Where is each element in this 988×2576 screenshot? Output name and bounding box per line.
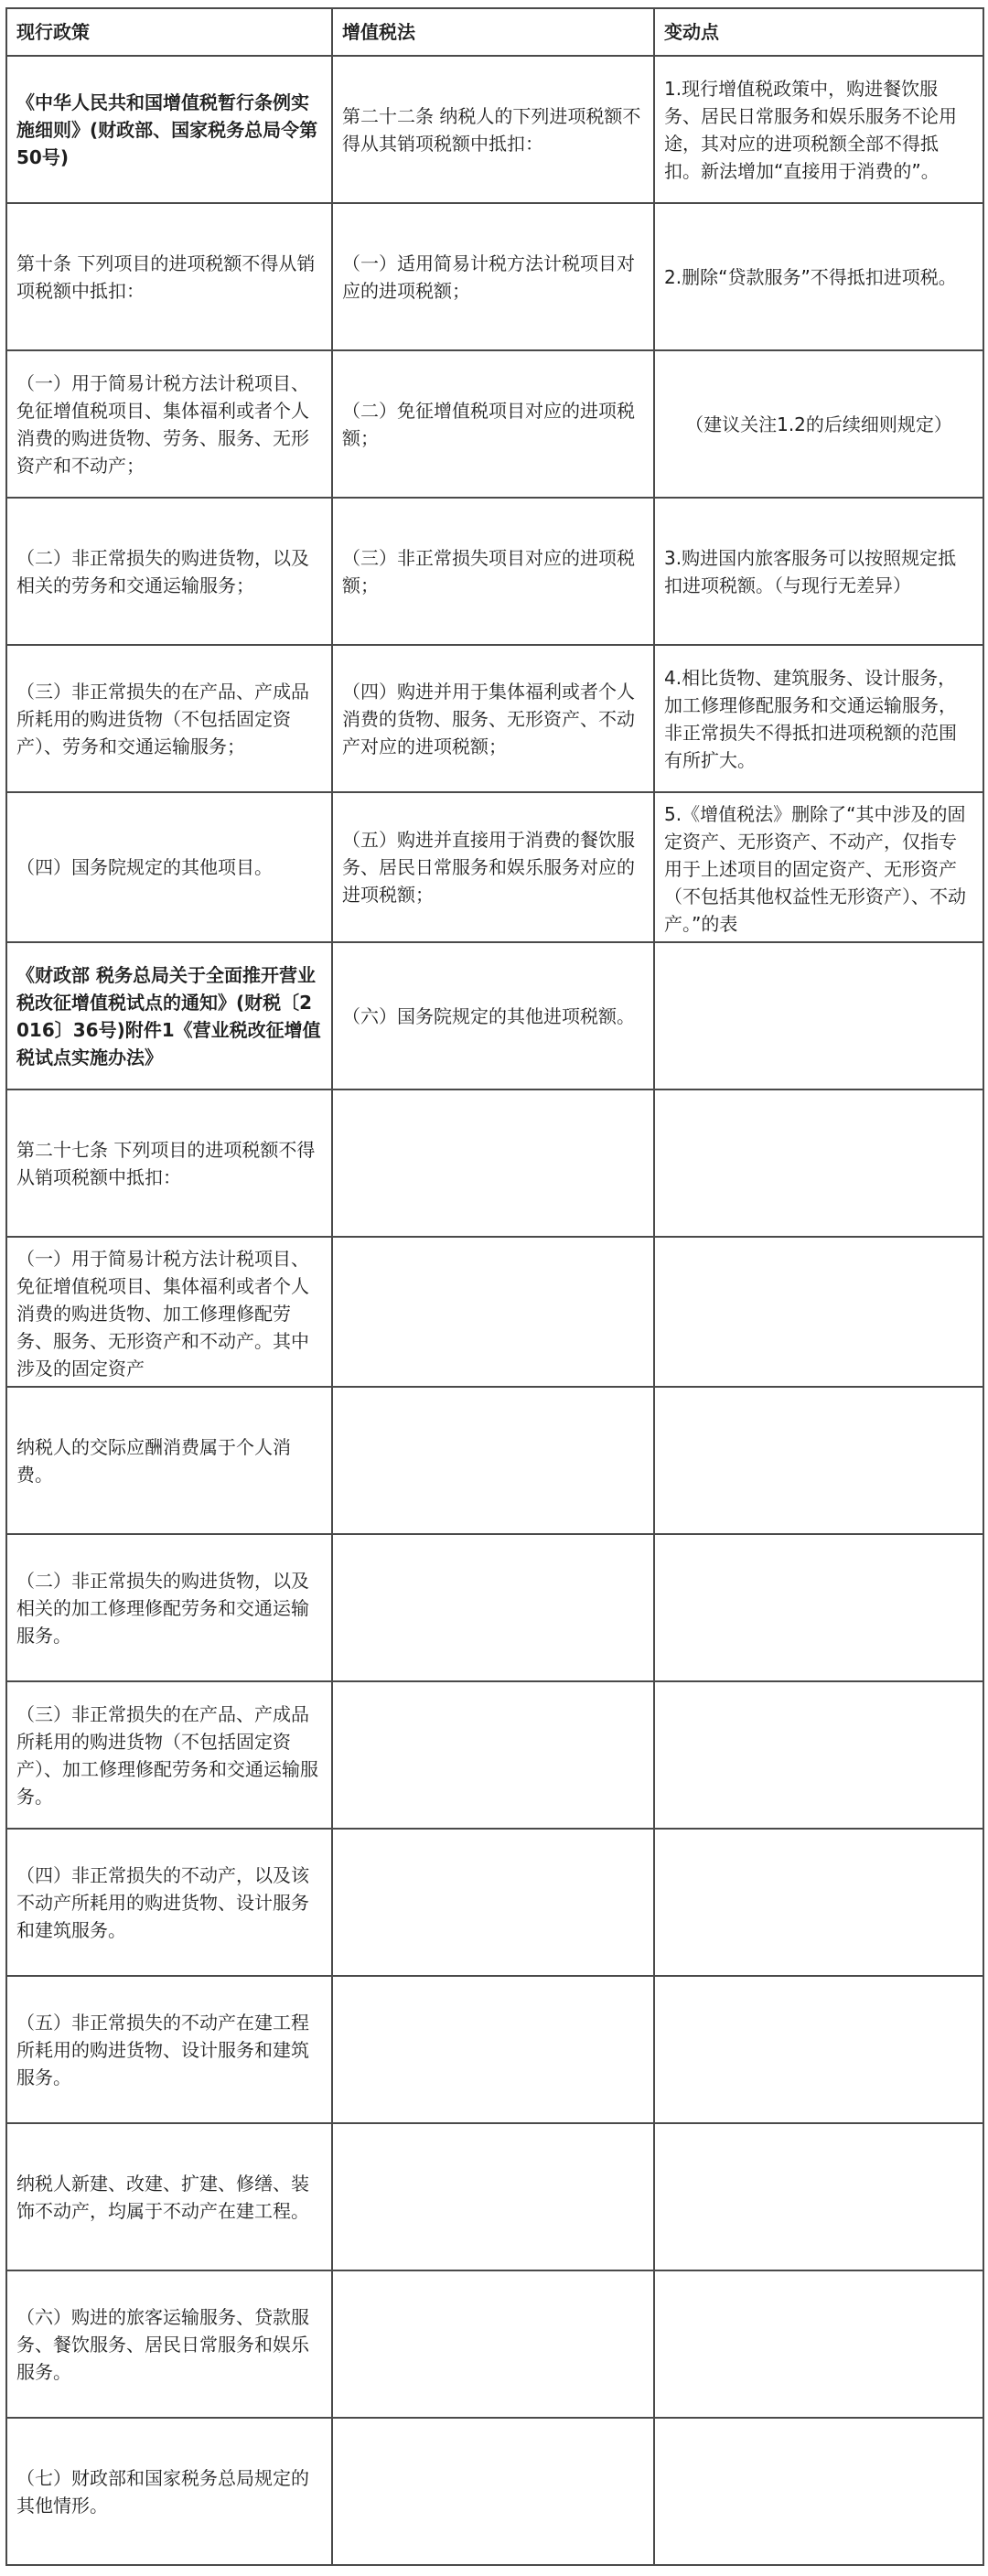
cell-current-policy-text: 第二十七条 下列项目的进项税额不得从销项税额中抵扣：: [16, 1138, 316, 1188]
cell-vat-law: [332, 1089, 654, 1237]
cell-current-policy: [6, 1534, 332, 1681]
cell-change-point: [654, 498, 983, 645]
cell-change-point: [654, 1089, 983, 1237]
cell-change-point: [654, 1681, 983, 1829]
cell-vat-law: [332, 1829, 654, 1976]
cell-current-policy-text: （六）购进的旅客运输服务、贷款服务、餐饮服务、居民日常服务和娱乐服务。: [16, 2305, 309, 2383]
cell-current-policy-text: （三）非正常损失的在产品、产成品所耗用的购进货物（不包括固定资产）、加工修理修配劳务和交通运输服务。: [16, 1702, 318, 1808]
table-row: [6, 350, 983, 498]
cell-change-point: [654, 942, 983, 1089]
cell-current-policy: [6, 1237, 332, 1387]
cell-current-policy: [6, 203, 332, 350]
cell-current-policy: [6, 1829, 332, 1976]
table-body: [6, 56, 983, 2565]
cell-current-policy-text: （一）用于简易计税方法计税项目、免征增值税项目、集体福利或者个人消费的购进货物、劳务、服务、无形资产和不动产；: [16, 371, 309, 477]
table-row: [6, 1089, 983, 1237]
cell-current-policy-text: （二）非正常损失的购进货物，以及相关的加工修理修配劳务和交通运输服务。: [16, 1569, 309, 1647]
cell-vat-law: [332, 1387, 654, 1534]
cell-current-policy: [6, 2123, 332, 2270]
cell-vat-law: [332, 1681, 654, 1829]
cell-current-policy: [6, 2418, 332, 2565]
cell-vat-law-text: （三）非正常损失项目对应的进项税额；: [342, 546, 635, 596]
cell-change-point: [654, 2123, 983, 2270]
cell-vat-law: [332, 1237, 654, 1387]
cell-current-policy-text: （三）非正常损失的在产品、产成品所耗用的购进货物（不包括固定资产）、劳务和交通运输服务；: [16, 680, 309, 757]
table-row: [6, 645, 983, 792]
cell-current-policy: [6, 1089, 332, 1237]
cell-change-point-text: 5.《增值税法》删除了“其中涉及的固定资产、无形资产、不动产，仅指专用于上述项目的固定资产、无形资产（不包括其他权益性无形资产）、不动产。”的表: [664, 803, 966, 934]
cell-current-policy-text: 纳税人新建、改建、扩建、修缮、装饰不动产，均属于不动产在建工程。: [16, 2172, 309, 2222]
cell-change-point-text: 2.删除“贷款服务”不得抵扣进项税。: [664, 265, 957, 288]
comparison-table: [5, 7, 984, 2566]
table-row: [6, 792, 983, 942]
cell-change-point: [654, 1829, 983, 1976]
cell-vat-law-text: （四）购进并用于集体福利或者个人消费的货物、服务、无形资产、不动产对应的进项税额；: [342, 680, 635, 757]
cell-change-point: [654, 1976, 983, 2123]
cell-current-policy: [6, 792, 332, 942]
cell-vat-law: [332, 1976, 654, 2123]
cell-vat-law: [332, 2270, 654, 2418]
cell-current-policy-text: （一）用于简易计税方法计税项目、免征增值税项目、集体福利或者个人消费的购进货物、加工修理修配劳务、服务、无形资产和不动产。其中涉及的固定资产: [16, 1248, 309, 1379]
table-row: [6, 1237, 983, 1387]
table-row: [6, 1387, 983, 1534]
cell-current-policy: [6, 1681, 332, 1829]
cell-change-point: [654, 2418, 983, 2565]
cell-current-policy: [6, 645, 332, 792]
cell-change-point: [654, 1237, 983, 1387]
cell-vat-law-text: 第二十二条 纳税人的下列进项税额不得从其销项税额中抵扣：: [342, 104, 641, 155]
cell-current-policy-text: （四）国务院规定的其他项目。: [16, 856, 273, 878]
cell-vat-law: [332, 2418, 654, 2565]
cell-change-point-text: （建议关注1.2的后续细则规定）: [685, 413, 952, 435]
cell-vat-law: [332, 203, 654, 350]
cell-current-policy: [6, 350, 332, 498]
cell-vat-law: [332, 792, 654, 942]
table-row: [6, 942, 983, 1089]
table-row: [6, 56, 983, 203]
cell-current-policy: [6, 1387, 332, 1534]
table-row: [6, 1829, 983, 1976]
cell-vat-law: [332, 56, 654, 203]
cell-vat-law: [332, 2123, 654, 2270]
cell-current-policy-text: 《中华人民共和国增值税暂行条例实施细则》(财政部、国家税务总局令第50号): [16, 91, 318, 168]
cell-current-policy-text: 第十条 下列项目的进项税额不得从销项税额中抵扣：: [16, 252, 316, 302]
cell-vat-law: [332, 498, 654, 645]
cell-vat-law: [332, 942, 654, 1089]
cell-change-point: [654, 350, 983, 498]
cell-current-policy-text: （五）非正常损失的不动产在建工程所耗用的购进货物、设计服务和建筑服务。: [16, 2011, 309, 2088]
cell-current-policy-text: 《财政部 税务总局关于全面推开营业税改征增值税试点的通知》(财税〔2016〕36号)附件1《营业税改征增值税试点实施办法》: [16, 963, 321, 1068]
cell-change-point: [654, 203, 983, 350]
cell-current-policy-text: （二）非正常损失的购进货物，以及相关的劳务和交通运输服务；: [16, 546, 309, 596]
cell-current-policy: [6, 56, 332, 203]
cell-vat-law: [332, 645, 654, 792]
cell-change-point-text: 1.现行增值税政策中，购进餐饮服务、居民日常服务和娱乐服务不论用途，其对应的进项税额全部不得抵扣。新法增加“直接用于消费的”。: [664, 77, 957, 182]
cell-vat-law-text: （二）免征增值税项目对应的进项税额；: [342, 399, 635, 449]
table-row: [6, 1681, 983, 1829]
table-row: [6, 2123, 983, 2270]
table-row: [6, 203, 983, 350]
table-row: [6, 2418, 983, 2565]
header-change-points: 变动点: [654, 8, 983, 56]
cell-current-policy-text: （七）财政部和国家税务总局规定的其他情形。: [16, 2466, 309, 2517]
cell-current-policy-text: （四）非正常损失的不动产，以及该不动产所耗用的购进货物、设计服务和建筑服务。: [16, 1863, 309, 1941]
cell-change-point-text: 3.购进国内旅客服务可以按照规定抵扣进项税额。（与现行无差异）: [664, 546, 957, 596]
cell-vat-law: [332, 350, 654, 498]
cell-current-policy: [6, 1976, 332, 2123]
cell-change-point-text: 4.相比货物、建筑服务、设计服务，加工修理修配服务和交通运输服务，非正常损失不得抵扣进项税额的范围有所扩大。: [664, 666, 957, 771]
cell-change-point: [654, 1534, 983, 1681]
cell-change-point: [654, 1387, 983, 1534]
cell-current-policy-text: 纳税人的交际应酬消费属于个人消费。: [16, 1435, 291, 1486]
cell-change-point: [654, 792, 983, 942]
cell-current-policy: [6, 2270, 332, 2418]
header-current-policy: 现行政策: [6, 8, 332, 56]
table-row: [6, 1976, 983, 2123]
cell-vat-law-text: （六）国务院规定的其他进项税额。: [342, 1004, 635, 1027]
table-row: [6, 1534, 983, 1681]
cell-vat-law: [332, 1534, 654, 1681]
cell-current-policy: [6, 942, 332, 1089]
cell-current-policy: [6, 498, 332, 645]
cell-vat-law-text: （五）购进并直接用于消费的餐饮服务、居民日常服务和娱乐服务对应的进项税额；: [342, 829, 635, 906]
cell-change-point: [654, 2270, 983, 2418]
cell-change-point: [654, 645, 983, 792]
table-row: [6, 498, 983, 645]
header-vat-law: 增值税法: [332, 8, 654, 56]
cell-vat-law-text: （一）适用简易计税方法计税项目对应的进项税额；: [342, 252, 635, 302]
table-row: [6, 2270, 983, 2418]
cell-change-point: [654, 56, 983, 203]
table-header-row: [6, 8, 983, 56]
